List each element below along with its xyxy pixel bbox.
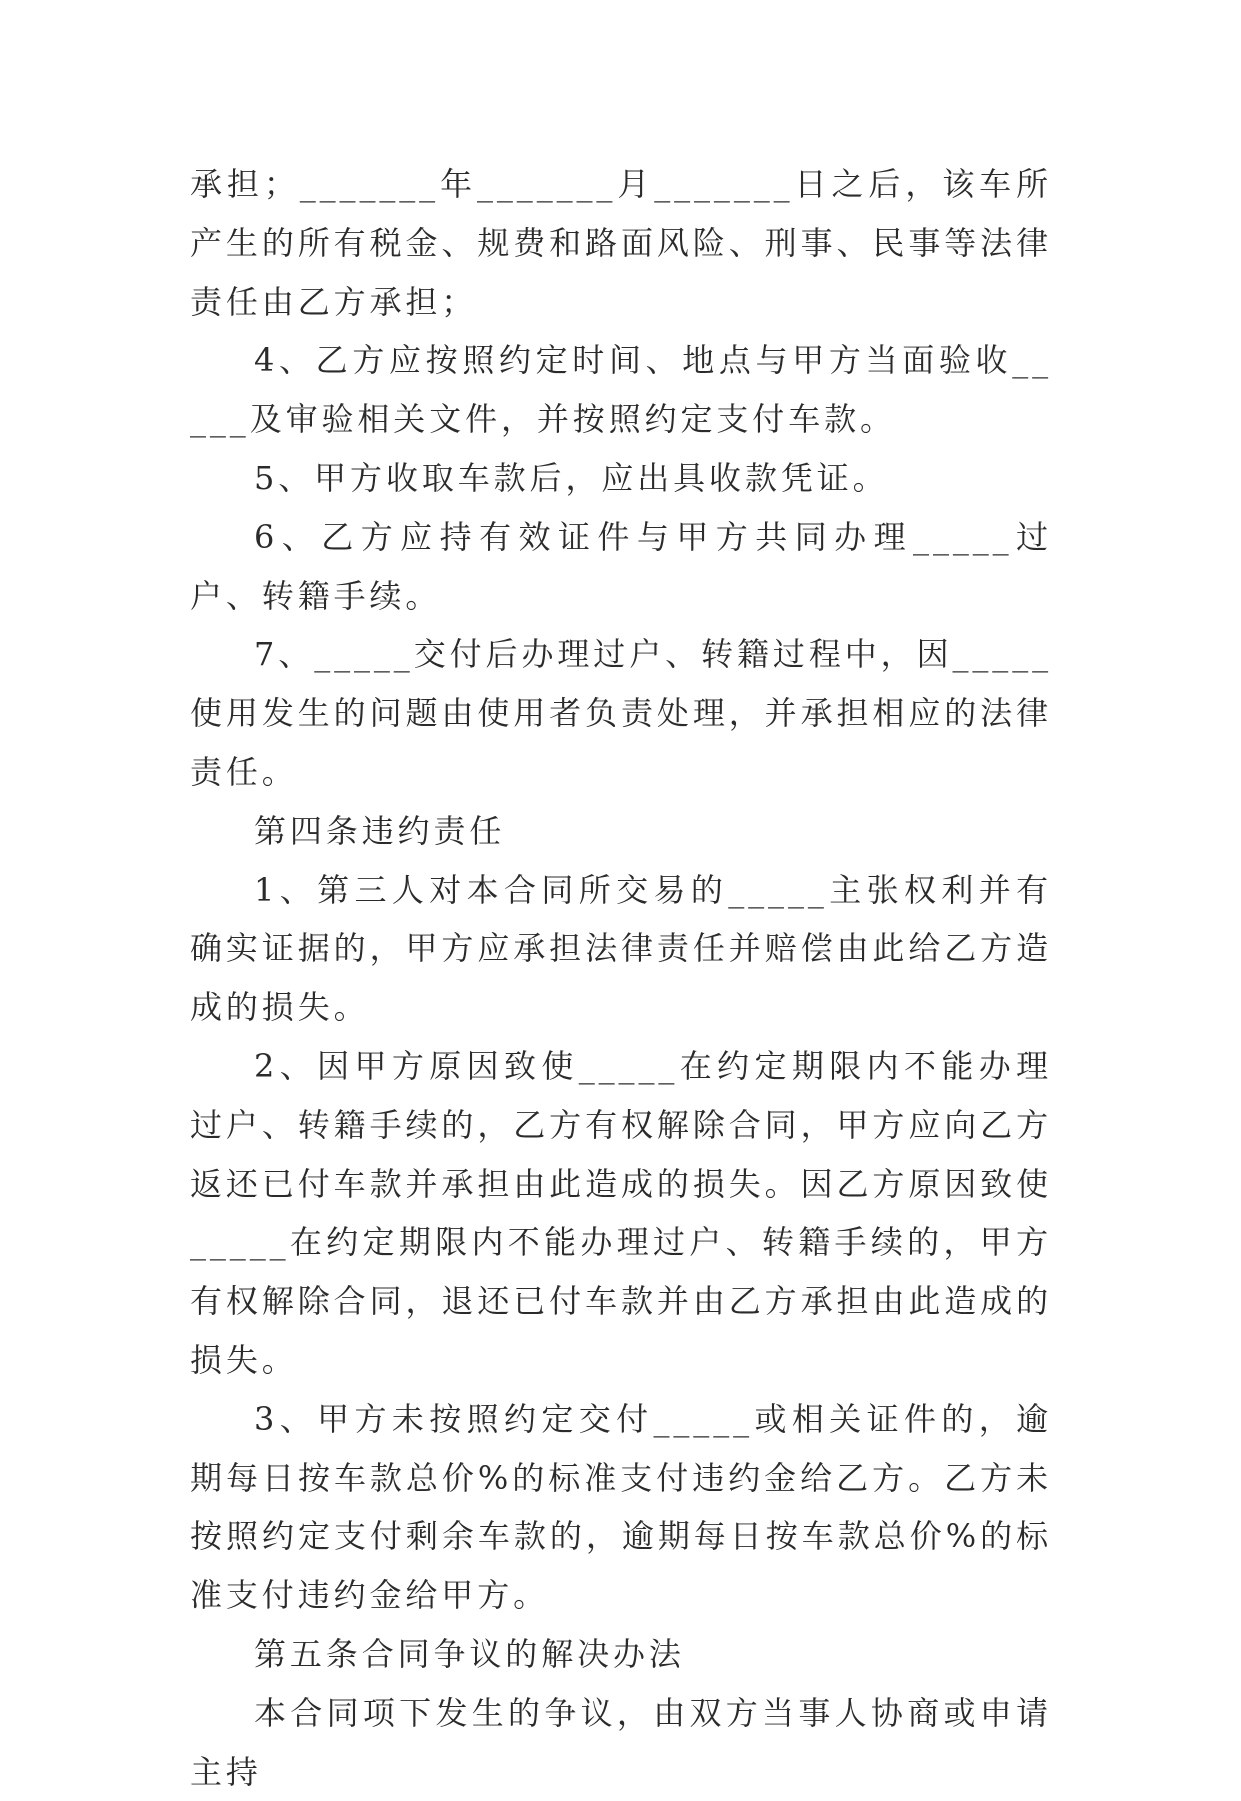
- document-body: [190, 155, 1052, 1801]
- paragraph-tax-liability: 承担；_______年_______月_______日之后，该车所产生的所有税金、规费和路面风险、刑事、民事等法律责任由乙方承担；: [190, 165, 1052, 321]
- article-5-body: 本合同项下发生的争议，由双方当事人协商或申请主持: [190, 1693, 1052, 1791]
- article-4-clause-2: 2、因甲方原因致使_____在约定期限内不能办理过户、转籍手续的，乙方有权解除合同，甲方应向乙方返还已付车款并承担由此造成的损失。因乙方原因致使_____在约定期限内不能办理过户、转籍手续的，甲方有权解除合同，退还已付车款并由乙方承担由此造成的损失。: [190, 1046, 1052, 1379]
- clause-6-transfer: 6、乙方应持有效证件与甲方共同办理_____过户、转籍手续。: [190, 517, 1052, 615]
- article-5-heading: 第五条合同争议的解决办法: [254, 1634, 685, 1673]
- article-4-clause-3: 3、甲方未按照约定交付_____或相关证件的，逾期每日按车款总价%的标准支付违约金给乙方。乙方未按照约定支付剩余车款的，逾期每日按车款总价%的标准支付违约金给甲方。: [190, 1399, 1052, 1615]
- article-4-clause-1: 1、第三人对本合同所交易的_____主张权利并有确实证据的，甲方应承担法律责任并赔偿由此给乙方造成的损失。: [190, 870, 1052, 1027]
- clause-4-inspection: 4、乙方应按照约定时间、地点与甲方当面验收_____及审验相关文件，并按照约定支付车款。: [190, 341, 1052, 439]
- article-4-heading: 第四条违约责任: [254, 811, 506, 850]
- clause-7-usage: 7、_____交付后办理过户、转籍过程中，因_____使用发生的问题由使用者负责处理，并承担相应的法律责任。: [190, 635, 1052, 791]
- clause-5-receipt: 5、甲方收取车款后，应出具收款凭证。: [254, 458, 889, 497]
